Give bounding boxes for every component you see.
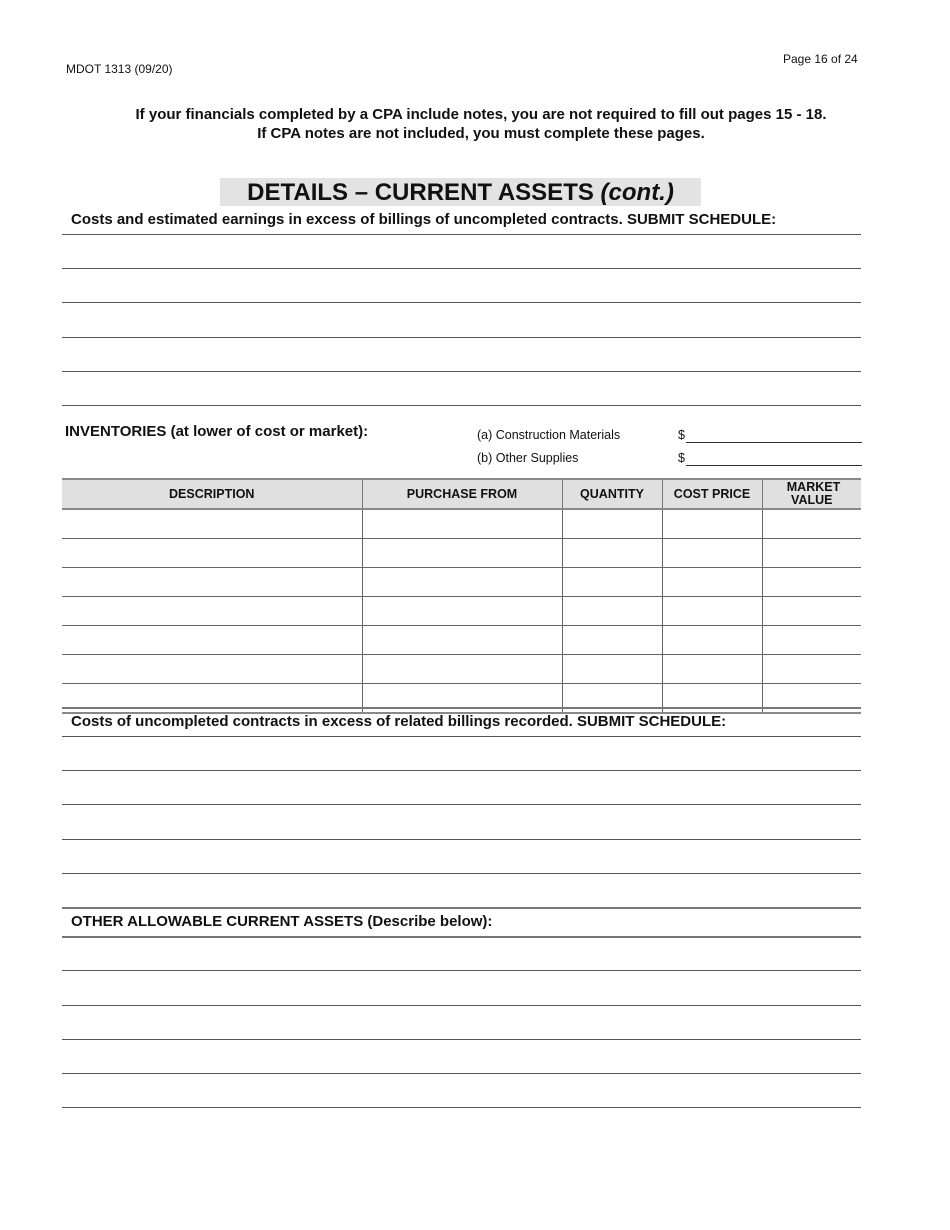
cell-quantity[interactable] [562,568,662,597]
write-line[interactable] [62,1039,861,1040]
cell-description[interactable] [62,539,362,568]
cpa-notice-line-2: If CPA notes are not included, you must complete these pages. [257,125,705,142]
divider [62,736,861,737]
construction-materials-field[interactable] [686,442,862,443]
cell-cost-price[interactable] [662,568,762,597]
cell-quantity[interactable] [562,539,662,568]
quantity-input[interactable] [563,655,662,683]
cell-purchase-from[interactable] [362,509,562,539]
page-title-main: DETAILS – CURRENT ASSETS [247,179,601,206]
cell-description[interactable] [62,626,362,655]
col-purchase-from: PURCHASE FROM [362,479,562,509]
cell-market-value[interactable] [762,655,861,684]
inventory-table [62,478,861,714]
inventories-heading: INVENTORIES (at lower of cost or market): [65,423,369,440]
cell-quantity[interactable] [562,597,662,626]
write-line[interactable] [62,770,861,771]
write-line[interactable] [62,839,861,840]
write-line[interactable] [62,1073,861,1074]
cell-purchase-from[interactable] [362,539,562,568]
cost-price-input[interactable] [663,655,762,683]
description-input[interactable] [62,655,362,683]
write-line[interactable] [62,268,861,269]
market-value-input[interactable] [763,655,862,683]
page-title-suffix: (cont.) [600,179,674,206]
description-input[interactable] [62,597,362,625]
col-market-value [762,479,861,509]
cell-cost-price[interactable] [662,626,762,655]
description-input[interactable] [62,568,362,596]
market-value-input[interactable] [763,626,862,654]
table-row [62,626,861,655]
cpa-notice-line-1: If your financials completed by a CPA include notes, you are not required to fill out pages 15 - 18. [135,106,827,123]
description-input[interactable] [62,539,362,567]
purchase-from-input[interactable] [363,626,562,654]
market-value-input[interactable] [763,597,862,625]
cell-purchase-from[interactable] [362,655,562,684]
purchase-from-input[interactable] [363,568,562,596]
cell-cost-price[interactable] [662,597,762,626]
col-quantity: QUANTITY [562,479,662,509]
cell-market-value[interactable] [762,597,861,626]
page-title [220,178,701,206]
cell-purchase-from[interactable] [362,597,562,626]
col-description: DESCRIPTION [62,479,362,509]
cell-cost-price[interactable] [662,509,762,539]
col-market-value-label: MARKET VALUE [786,480,841,507]
divider [62,936,861,938]
table-row [62,655,861,684]
other-supplies-label: (b) Other Supplies [477,451,579,465]
market-value-input[interactable] [763,568,862,596]
market-value-input[interactable] [763,510,862,538]
cost-price-input[interactable] [663,597,762,625]
costs-uncompleted-heading: Costs of uncompleted contracts in excess of related billings recorded. SUBMIT SCHEDULE: [71,713,727,730]
write-line[interactable] [62,907,861,909]
other-supplies-field[interactable] [686,465,862,466]
cell-description[interactable] [62,655,362,684]
table-row [62,509,861,539]
cell-cost-price[interactable] [662,539,762,568]
construction-materials-currency: $ [678,428,685,442]
cell-quantity[interactable] [562,509,662,539]
cost-price-input[interactable] [663,510,762,538]
cell-purchase-from[interactable] [362,568,562,597]
cost-price-input[interactable] [663,568,762,596]
cell-description[interactable] [62,509,362,539]
table-row [62,597,861,626]
quantity-input[interactable] [563,626,662,654]
purchase-from-input[interactable] [363,510,562,538]
write-line[interactable] [62,873,861,874]
cost-price-input[interactable] [663,539,762,567]
cell-description[interactable] [62,597,362,626]
construction-materials-label: (a) Construction Materials [477,428,621,442]
write-line[interactable] [62,371,861,372]
quantity-input[interactable] [563,568,662,596]
write-line[interactable] [62,337,861,338]
other-assets-heading: OTHER ALLOWABLE CURRENT ASSETS (Describe below): [71,913,493,930]
form-id: MDOT 1313 (09/20) [66,62,173,76]
quantity-input[interactable] [563,539,662,567]
divider [62,707,861,709]
purchase-from-input[interactable] [363,539,562,567]
table-header-row [62,479,861,509]
description-input[interactable] [62,510,362,538]
write-line[interactable] [62,405,861,406]
cell-purchase-from[interactable] [362,626,562,655]
purchase-from-input[interactable] [363,597,562,625]
divider [62,234,861,235]
costs-earnings-heading: Costs and estimated earnings in excess of billings of uncompleted contracts. SUBMIT SCHEDULE: [71,211,777,228]
page-number: Page 16 of 24 [783,52,858,66]
col-cost-price: COST PRICE [662,479,762,509]
cell-cost-price[interactable] [662,655,762,684]
cell-market-value[interactable] [762,509,861,539]
cell-quantity[interactable] [562,655,662,684]
write-line[interactable] [62,970,861,971]
write-line[interactable] [62,1005,861,1006]
cell-description[interactable] [62,568,362,597]
cell-market-value[interactable] [762,539,861,568]
quantity-input[interactable] [563,510,662,538]
write-line[interactable] [62,804,861,805]
cell-market-value[interactable] [762,568,861,597]
cost-price-input[interactable] [663,626,762,654]
cell-market-value[interactable] [762,626,861,655]
other-supplies-currency: $ [678,451,685,465]
table-row [62,568,861,597]
market-value-input[interactable] [763,539,862,567]
write-line[interactable] [62,1107,861,1108]
description-input[interactable] [62,626,362,654]
purchase-from-input[interactable] [363,655,562,683]
quantity-input[interactable] [563,597,662,625]
write-line[interactable] [62,302,861,303]
table-row [62,539,861,568]
cell-quantity[interactable] [562,626,662,655]
